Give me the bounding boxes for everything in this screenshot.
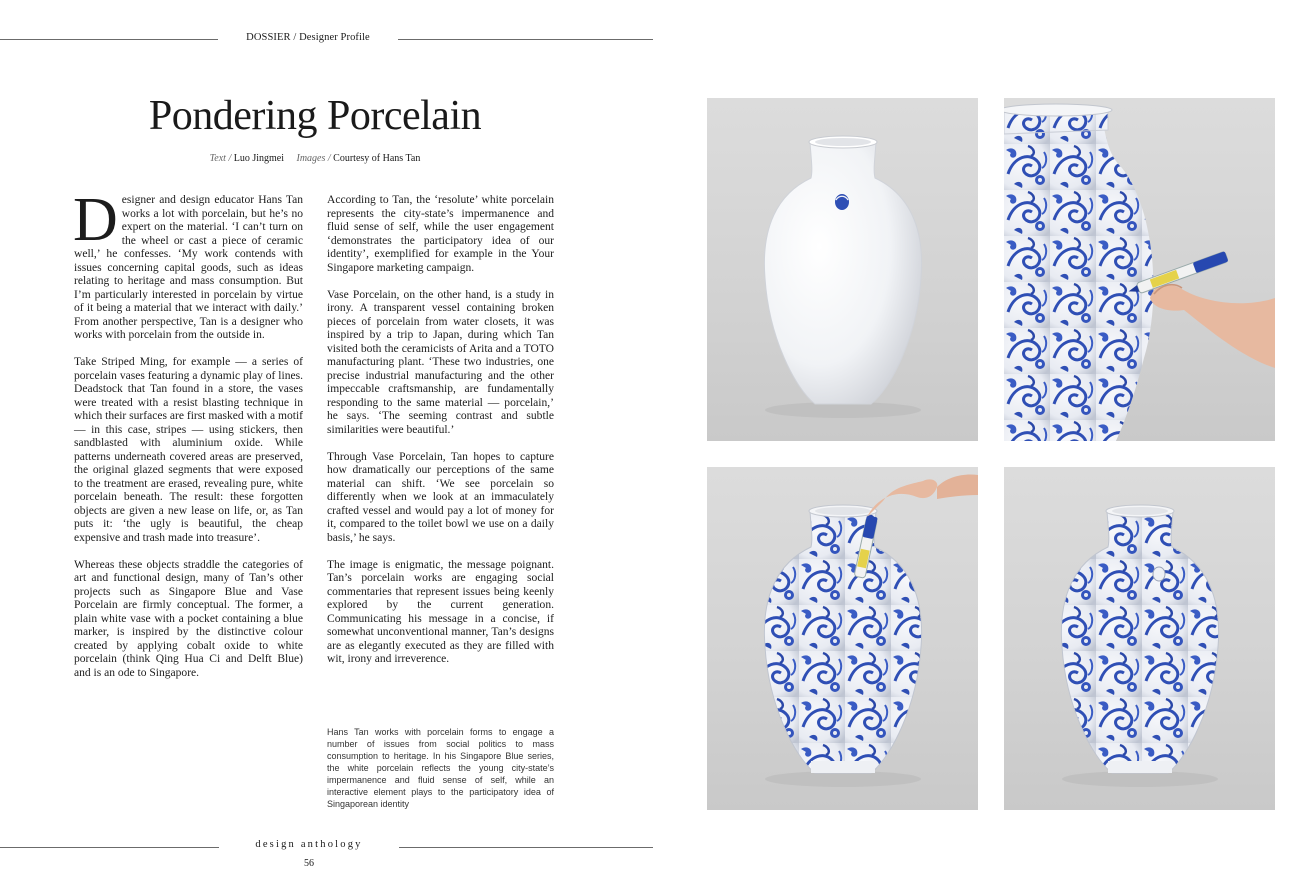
- article-title: Pondering Porcelain: [148, 93, 482, 139]
- header-rule-left: [0, 39, 218, 40]
- header-rule-right: [398, 39, 653, 40]
- paragraph: Take Striped Ming, for example — a series of porcelain vases featuring a dynamic play of lines. Deadstock that Tan found in a store, the vases were treated with a resist blasting technique in which their surfaces are first masked with a motif — in this case, stripes — using stickers, then sandblasted with aluminium oxide. While patterns underneath covered areas are preserved, the original glazed segments that were exposed to the treatment are erased, revealing pure, white porcelain beneath. The result: these forgotten objects are given a new lease on life, or, as Tan puts it: ‘the ugly is beautiful, the cheap expensive and trash made into treasure’.: [74, 356, 303, 544]
- photo-patterned-vase: [1004, 467, 1275, 810]
- section-label: DOSSIER / Designer Profile: [246, 32, 370, 43]
- paragraph-text: esigner and design educator Hans Tan works a lot with porcelain, but he’s no expert on the material. ‘I can’t turn on the wheel or cast a piece of ceramic well,’ he confesses. ‘My work contends with issues concerning capital goods, such as ideas relating to heritage and mass consumption. But I’m particularly interested in porcelain by virtue of it being a material that we interact with daily.’ From another perspective, Tan is a designer who works with porcelain from the outside in.: [74, 194, 303, 341]
- paragraph: [73, 186, 303, 343]
- paragraph: Whereas these objects straddle the categories of art and functional design, many of Tan’s other projects such as Singapore Blue and Vase Porcelain are firmly conceptual. The former, a plain white vase with a pocket containing a blue marker, is inspired by the distinctive colour created by applying cobalt oxide to white porcelain (think Qing Hua Ci and Delft Blue) and is an ode to Singapore.: [74, 558, 303, 679]
- subsection-name: Designer Profile: [299, 32, 370, 43]
- byline-images-credit: Courtesy of Hans Tan: [333, 153, 421, 164]
- paragraph: Vase Porcelain, on the other hand, is a study in irony. A transparent vessel containing broken pieces of porcelain from water closets, it was inspired by a trip to Japan, during which Tan visited both the ceramicists of Arita and a TOTO manufacturing plant. ‘These two industries, one precise industrial manufacturing and the other impeccable craftsmanship, are fundamentally responding to the same material — porcelain,’ he says. ‘The seeming contrast and subtle similarities were beautiful.’: [327, 288, 554, 436]
- byline-author: Luo Jingmei: [233, 153, 284, 164]
- white-vase-illustration: [707, 98, 978, 441]
- photo-drawing-closeup: [1004, 98, 1275, 441]
- page-number: 56: [304, 858, 314, 869]
- byline: [0, 153, 630, 164]
- byline-images-label: Images /: [296, 153, 331, 164]
- paragraph: According to Tan, the ‘resolute’ white porcelain represents the city-state’s impermanence and fluid sense of self, while the user engagement ‘demonstrates the participatory idea of our identity’, exemplified for example in the Your Singapore marketing campaign.: [327, 194, 554, 274]
- drop-cap: D: [73, 186, 118, 254]
- image-caption: Hans Tan works with porcelain forms to engage a number of issues from social politics to mass consumption to heritage. In his Singapore Blue series, the white porcelain reflects the young city-state’s impermanence and fluid sense of self, while an interactive element plays to the participatory idea of Singaporean identity: [327, 727, 554, 809]
- article-column-1: [73, 186, 303, 694]
- photo-patterned-vase-marker: [707, 467, 978, 810]
- drawing-closeup-illustration: [1004, 98, 1275, 441]
- magazine-brand: design anthology: [255, 839, 363, 850]
- photo-white-vase: [707, 98, 978, 441]
- footer-rule-right: [399, 847, 653, 848]
- paragraph: The image is enigmatic, the message poignant. Tan’s porcelain works are engaging social commentaries that represent issues being keenly explored by the current generation. Communicating his message in a concise, if somewhat unconventional manner, Tan’s designs are as elegantly executed as they are filled with wit, irony and irreverence.: [327, 558, 554, 665]
- article-column-2: [327, 194, 554, 680]
- patterned-vase-marker-illustration: [707, 467, 978, 810]
- paragraph: Through Vase Porcelain, Tan hopes to capture how dramatically our perceptions of the same material can shift. ‘We see porcelain so differently when we look at an immaculately crafted vessel and would pay a lot of money for it, compared to the toilet bowl we use on a daily basis,’ he says.: [327, 450, 554, 544]
- patterned-vase-illustration: [1004, 467, 1275, 810]
- byline-text-label: Text /: [209, 153, 232, 164]
- footer-rule-left: [0, 847, 219, 848]
- section-name: DOSSIER: [246, 32, 291, 43]
